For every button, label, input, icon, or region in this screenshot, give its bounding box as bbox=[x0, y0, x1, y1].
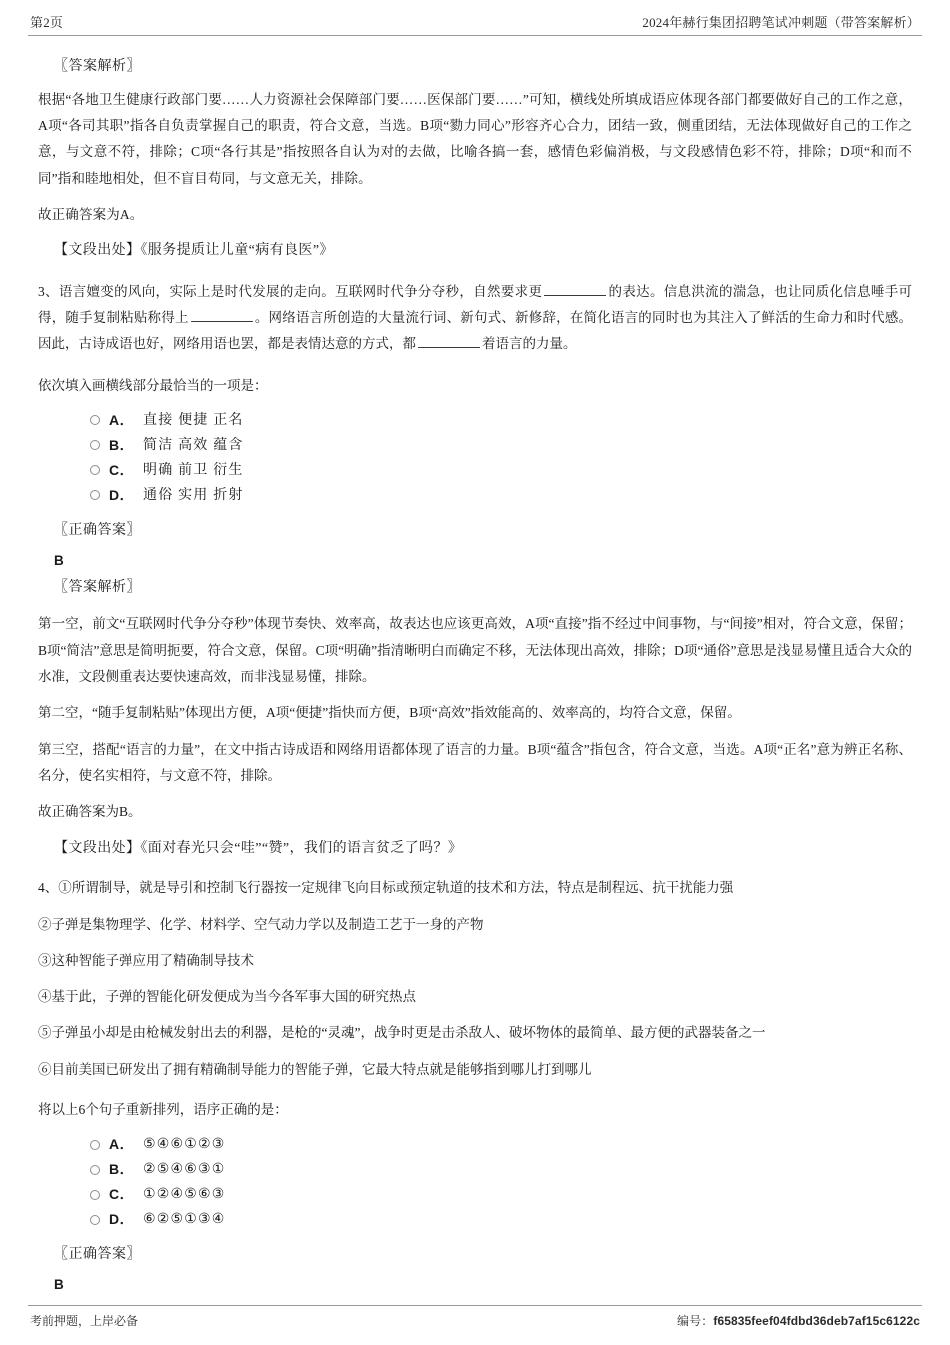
question-4-sentence-6: ⑥目前美国已研发出了拥有精确制导能力的智能子弹，它最大特点就是能够指到哪儿打到哪儿 bbox=[38, 1061, 592, 1077]
question-4-options bbox=[90, 1132, 912, 1232]
option-text: 明确 前卫 衍生 bbox=[143, 462, 244, 478]
document-body bbox=[28, 36, 922, 1305]
question-3-source-line bbox=[54, 836, 912, 863]
question-4-sentence-1 bbox=[38, 876, 912, 900]
option-letter: D． bbox=[109, 486, 135, 503]
question-3-prompt: 依次填入画横线部分最恰当的一项是： bbox=[38, 377, 268, 393]
q2-analysis-paragraph: 根据“各地卫生健康行政部门要……人力资源社会保障部门要……医保部门要……”可知，横线处所填成语应体现各部门都要做好自己的工作之意，A项“各司其职”指各自负责掌握自己的职责，符合文意，当选。B项“勠力同心”形容齐心合力，团结一致，侧重团结，无法体现做好自己的工作之意，与文意不符，排除；C项“各行其是”指按照各自认为对的去做，比喻各搞一套，感情色彩偏消极，与文段感情色彩不符，排除；D项“和而不同”指和睦地相处，但不盲目苟同，与文意无关，排除。 bbox=[38, 91, 912, 186]
option-b[interactable] bbox=[90, 433, 912, 458]
question-3-number: 3、 bbox=[38, 283, 59, 299]
radio-button-icon[interactable] bbox=[90, 1215, 100, 1225]
option-a[interactable] bbox=[90, 408, 912, 433]
q2-analysis-conclusion: 故正确答案为A。 bbox=[38, 206, 144, 222]
option-text: ①②④⑤⑥③ bbox=[143, 1187, 226, 1203]
option-letter: A． bbox=[109, 1136, 135, 1153]
option-letter: B． bbox=[109, 436, 135, 453]
q2-source-title: 《服务提质让儿童“病有良医”》 bbox=[140, 243, 334, 259]
option-d[interactable] bbox=[90, 483, 912, 508]
radio-button-icon[interactable] bbox=[90, 1190, 100, 1200]
footer-slogan: 考前押题，上岸必备 bbox=[30, 1314, 139, 1328]
answer-analysis-label: 〖答案解析〗 bbox=[54, 59, 141, 74]
option-c[interactable] bbox=[90, 1182, 912, 1207]
source-label: 【文段出处】 bbox=[54, 840, 141, 856]
question-3-options bbox=[90, 408, 912, 508]
question-4-sentence-1-text: ①所谓制导，就是导引和控制飞行器按一定规律飞向目标或预定轨道的技术和方法，特点是制程远、抗干扰能力强 bbox=[58, 880, 734, 896]
q2-source-line bbox=[54, 238, 912, 265]
question-3-analysis-1: 第一空，前文“互联网时代争分夺秒”体现节奏快、效率高，故表达也应该更高效，A项“直接”指不经过中间事物，与“间接”相对，符合文意，保留；B项“简洁”意思是简明扼要，符合文意，保留。C项“明确”指清晰明白而确定不移，无法体现出高效，排除；D项“通俗”意思是浅显易懂且适合大众的水准，文段侧重表达要快速高效，而非浅显易懂，排除。 bbox=[38, 616, 912, 685]
page-header bbox=[28, 0, 922, 36]
source-label: 【文段出处】 bbox=[54, 243, 141, 259]
blank-1 bbox=[544, 295, 606, 296]
question-3-source-title: 《面对春光只会“哇”“赞”，我们的语言贫乏了吗？》 bbox=[140, 840, 463, 856]
question-3-analysis-3: 第三空，搭配“语言的力量”，在文中指古诗成语和网络用语都体现了语言的力量。B项“蕴含”指包含，符合文意，当选。A项“正名”意为辨正名称、名分，使名实相符，与文意不符，排除。 bbox=[38, 741, 912, 783]
option-text: ⑤④⑥①②③ bbox=[143, 1137, 226, 1153]
option-letter: C． bbox=[109, 1186, 135, 1203]
question-3-stem bbox=[38, 279, 912, 358]
footer-code-value: f65835feef04fdbd36deb7af15c6122c bbox=[713, 1314, 920, 1328]
question-3-answer: B bbox=[54, 552, 64, 568]
blank-3 bbox=[418, 347, 480, 348]
option-b[interactable] bbox=[90, 1157, 912, 1182]
option-text: ⑥②⑤①③④ bbox=[143, 1212, 226, 1228]
radio-button-icon[interactable] bbox=[90, 1165, 100, 1175]
document-title: 2024年赫行集团招聘笔试冲刺题（带答案解析） bbox=[642, 15, 920, 30]
question-3-stem-part1: 语言嬗变的风向，实际上是时代发展的走向。互联网时代争分夺秒，自然要求更 bbox=[58, 283, 543, 299]
option-letter: B． bbox=[109, 1161, 135, 1178]
question-3-stem-part4: 着语言的力量。 bbox=[482, 336, 577, 352]
radio-button-icon[interactable] bbox=[90, 490, 100, 500]
question-3-analysis-conclusion: 故正确答案为B。 bbox=[38, 804, 142, 820]
question-4-number: 4、 bbox=[38, 880, 59, 896]
question-3-analysis-2: 第二空，“随手复制粘贴”体现出方便，A项“便捷”指快而方便，B项“高效”指效能高的、效率高的，均符合文意，保留。 bbox=[38, 705, 741, 721]
option-a[interactable] bbox=[90, 1132, 912, 1157]
question-4-answer: B bbox=[54, 1276, 64, 1292]
correct-answer-label: 〖正确答案〗 bbox=[54, 1247, 141, 1263]
option-text: 直接 便捷 正名 bbox=[143, 412, 244, 428]
option-text: 简洁 高效 蕴含 bbox=[143, 437, 244, 453]
option-text: 通俗 实用 折射 bbox=[143, 487, 244, 503]
option-letter: A． bbox=[109, 411, 135, 428]
page-number-label: 第2页 bbox=[30, 15, 64, 30]
question-4-sentence-5: ⑤子弹虽小却是由枪械发射出去的利器，是枪的“灵魂”，战争时更是击杀敌人、破坏物体的最简单、最方便的武器装备之一 bbox=[38, 1025, 766, 1041]
option-d[interactable] bbox=[90, 1207, 912, 1232]
page-footer bbox=[28, 1305, 922, 1345]
question-4-prompt: 将以上6个句子重新排列，语序正确的是： bbox=[38, 1101, 288, 1117]
option-c[interactable] bbox=[90, 458, 912, 483]
radio-button-icon[interactable] bbox=[90, 415, 100, 425]
footer-code bbox=[677, 1312, 920, 1329]
blank-2 bbox=[191, 321, 253, 322]
question-4-sentence-2: ②子弹是集物理学、化学、材料学、空气动力学以及制造工艺于一身的产物 bbox=[38, 916, 484, 932]
question-4-sentence-4: ④基于此，子弹的智能化研发便成为当今各军事大国的研究热点 bbox=[38, 989, 416, 1005]
question-3-stem-part2: 的表达。信息洪流的湍急，也让同质化信息唾手可得，随手复制粘贴称得上 bbox=[38, 283, 913, 326]
radio-button-icon[interactable] bbox=[90, 440, 100, 450]
question-3-stem-part3: 。网络语言所创造的大量流行词、新句式、新修辞，在简化语言的同时也为其注入了鲜活的生命力和时代感。因此，古诗成语也好，网络用语也罢，都是表情达意的方式，都 bbox=[38, 310, 913, 352]
radio-button-icon[interactable] bbox=[90, 1140, 100, 1150]
correct-answer-label: 〖正确答案〗 bbox=[54, 522, 141, 538]
option-text: ②⑤④⑥③① bbox=[143, 1162, 226, 1178]
radio-button-icon[interactable] bbox=[90, 465, 100, 475]
option-letter: C． bbox=[109, 461, 135, 478]
question-4-sentence-3: ③这种智能子弹应用了精确制导技术 bbox=[38, 952, 254, 968]
footer-code-label: 编号： bbox=[677, 1314, 714, 1328]
option-letter: D． bbox=[109, 1211, 135, 1228]
answer-analysis-label: 〖答案解析〗 bbox=[54, 579, 141, 595]
